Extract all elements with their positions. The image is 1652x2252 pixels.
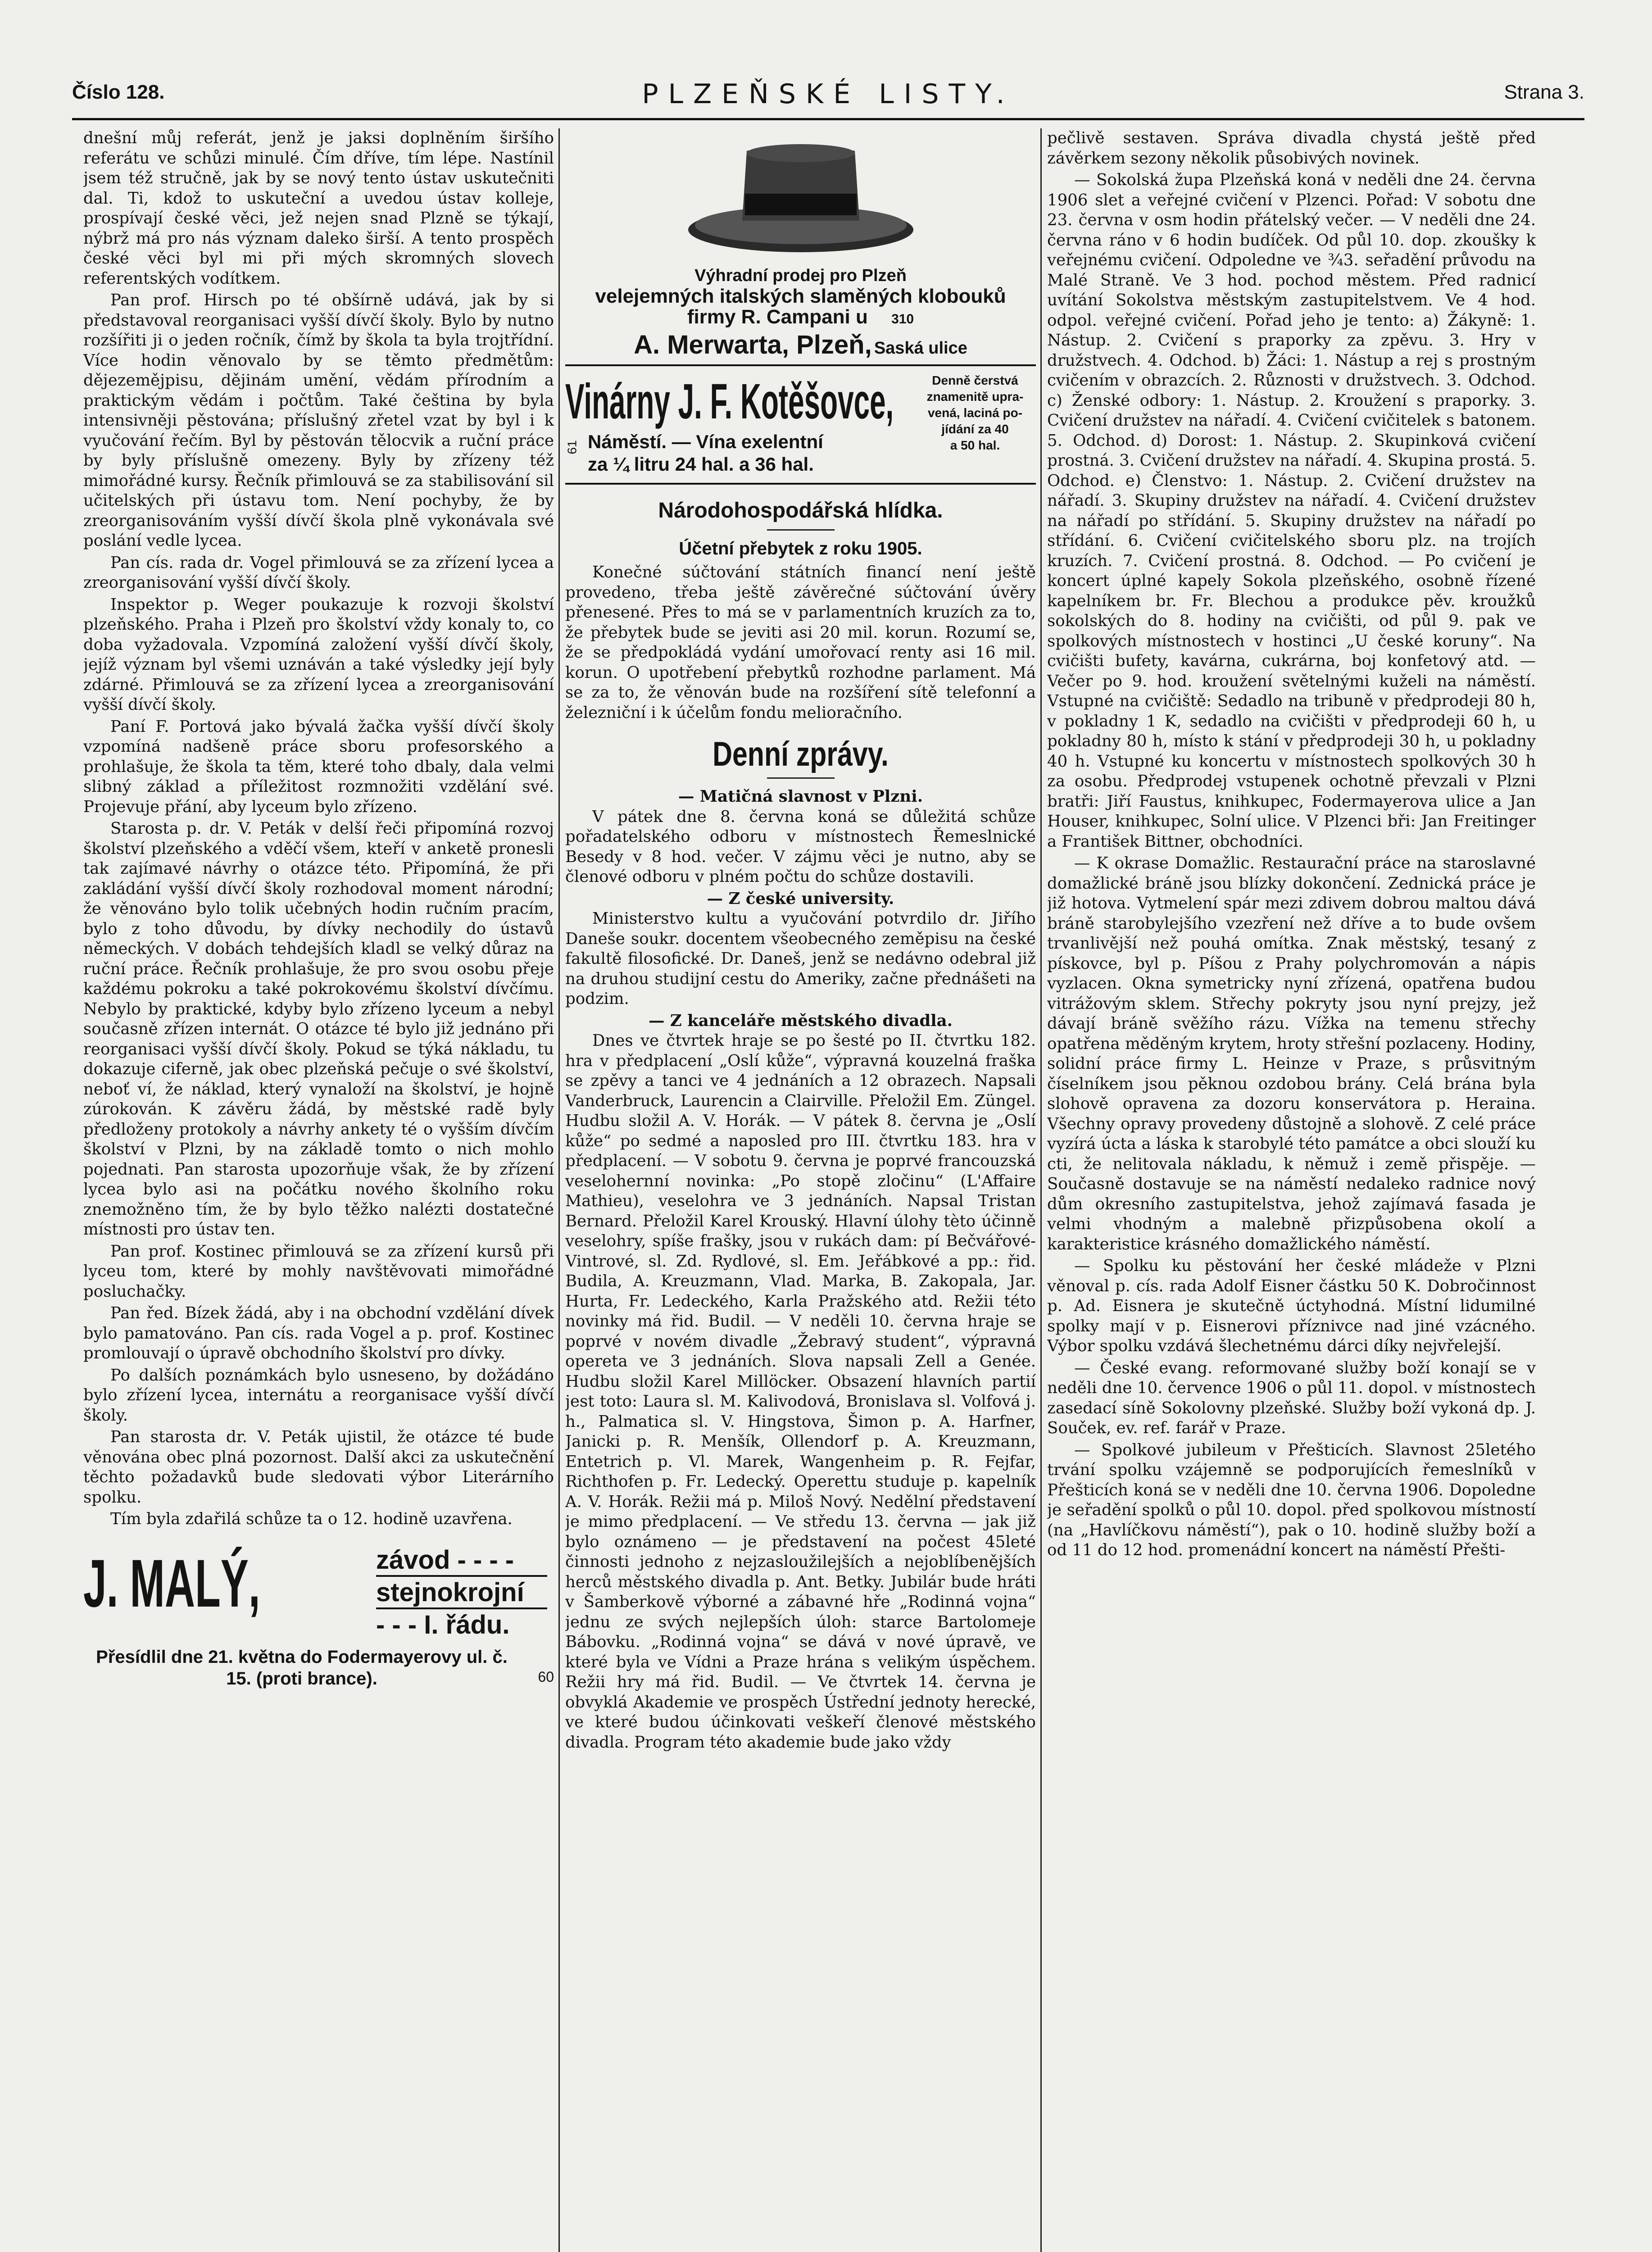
maly-line3: - - - I. řádu.	[376, 1610, 510, 1639]
maly-line1: závod - - - -	[376, 1545, 547, 1577]
advert-wine	[565, 372, 1036, 485]
header-rule	[72, 118, 1584, 120]
wine-right-line: jídání za 40	[941, 422, 1009, 436]
article-paragraph: pečlivě sestaven. Správa divadla chystá ještě před závěrkem sezony několik působivých novinek.	[1047, 129, 1536, 168]
maly-footer: Přesídlil dne 21. května do Fodermayerovy ul. č. 15. (proti brance).	[96, 1647, 508, 1689]
article-paragraph: V pátek dne 8. června koná se důležitá schůze pořadatelského odboru v místnostech Řemeslnické Besedy v 8 hod. večer. V zájmu věci je nutno, aby se členové odboru v plném počtu do schůze dostavili.	[565, 807, 1036, 886]
article-paragraph: Pan starosta dr. V. Peták ujistil, že otázce té bude věnována obec plná pozornost. Další akci za uskutečnění těchto požadavků bude sledovati výbor Literárního spolku.	[83, 1428, 554, 1507]
wine-right-line: znamenitě upra-	[926, 390, 1024, 404]
article-headline: — Z české university.	[707, 889, 894, 908]
page-number: Strana 3.	[1504, 81, 1584, 103]
straw-hat-icon	[679, 128, 922, 263]
hat-ad-merchant	[565, 330, 1036, 360]
section-rule	[767, 777, 835, 779]
hat-ad-number: 310	[891, 312, 914, 327]
page-header	[72, 78, 1584, 122]
section-title-daily-news: Denní zprávy.	[713, 735, 889, 773]
article-paragraph: — K okrase Domažlic. Restaurační práce na staroslavné domažlické bráně jsou blízky dokončení. Zednická práce je již hotova. Vytmelení spár mezi zdivem dobrou maltou dává bráně starobylejšího vzezření než dříve a to bude ovšem trvanlivější než pouhá omítka. Znak městský, tesaný z pískovce, byl p. Píšou z Prahy polychromován a nápis vyzlacen. Okna symetricky nyní zřízená, opatřena budou vitrážovým sklem. Střechy pokryty jsou nyní prejzy, jež dávají bráně svěžího rázu. Vížka na temenu střechy opatřena měděným krytem, hroty střešní pozlaceny. Hodiny, solidní práce firmy L. Heinze v Praze, s průsvitným číselníkem jsou pěknou ozdobou brány. Celá brána byla slohově opravena za dozoru konservátora p. Heraina. Všechny opravy provedeny důstojně a slohově. Z celé práce vyzírá úcta a láska k starobylé této památce a obci slouží ku cti, že nelitovala nákladu, k němuž i země přispěje. — Současně dostavuje se na náměstí nedaleko radnice nový dům okresního zastupitelstva, jehož zajímavá fasada je velmi vhodným a malebně přizpůsobena okolí a karakteristice krásného domažlického náměstí.	[1047, 854, 1536, 1253]
hat-ad-line2: velejemných italských slaměných klobouků	[595, 285, 1006, 307]
article-headline: — Matičná slavnost v Plzni.	[678, 787, 923, 806]
advert-hats	[565, 128, 1036, 366]
section-title-economics: Národohospodářská hlídka.	[658, 499, 943, 522]
article-headline: Účetní přebytek z roku 1905.	[679, 539, 922, 558]
article-paragraph: dnešní můj referát, jenž je jaksi doplněním širšího referátu ve schůzi minulé. Čím dříve, tím lépe. Nastínil jsem též stručně, jak by se nový tento ústav uskutečniti dal. Ti, kdož to uskuteční a uvedou ústav kolleje, prospívají české věci, jež nejen snad Plzně se týkají, nýbrž má pro nás význam daleko širší. A tento prospěch české věci byl mi při mých skromných slovech referentských vodítkem.	[83, 129, 554, 288]
article-paragraph: — České evang. reformované služby boží konají se v neděli dne 10. července 1906 o půl 11. dopol. v místnostech zasedací síně Sokolovny plzeňské. Služby boží vykoná dp. J. Souček, ev. ref. farář v Praze.	[1047, 1358, 1536, 1437]
wine-line2: za ¼ litru 24 hal. a 36 hal.	[588, 454, 814, 475]
wine-right-line: Denně čerstvá	[932, 373, 1018, 387]
article-paragraph: Tím byla zdařilá schůze ta o 12. hodině uzavřena.	[110, 1510, 513, 1528]
wine-right-line: vená, laciná po-	[927, 406, 1023, 420]
article-paragraph: Paní F. Portová jako bývalá žačka vyšší dívčí školy vzpomíná nadšeně práce sboru profesorského a prohlašuje, že škola ta těm, které toho dbaly, dala velmi slibný základ a příležitost rozmnožiti vzdělání své. Projevuje přání, aby lyceum bylo zřízeno.	[83, 717, 554, 816]
hat-ad-line1: Výhradní prodej pro Plzeň	[694, 266, 907, 285]
hat-ad-merchant-street: Saská ulice	[874, 339, 967, 358]
maly-brand: J. MALÝ,	[83, 1545, 260, 1621]
section-rule	[767, 529, 835, 531]
wine-brand: Vinárny J. F. Kotěšovce,	[565, 374, 894, 429]
article-paragraph: Pan řed. Bízek žádá, aby i na obchodní vzdělání dívek bylo pamatováno. Pan cís. rada Vogel a p. prof. Kostinec promlouvají o úpravě obchodního školství pro dívky.	[83, 1304, 554, 1362]
article-paragraph: Dnes ve čtvrtek hraje se po šesté po II. čtvrtku 182. hra v předplacení „Oslí kůže“, výpravná kouzelná fraška se zpěvy a tanci ve 4 jednáních a 12 obrazech. Napsali Vanderbruck, Laurencin a Clairville. Přeložil Em. Züngel. Hudbu složil A. V. Horák. — V pátek 8. června je „Oslí kůže“ po sedmé a naposled pro III. čtvrtku 183. hra v předplacení. — V sobotu 9. června je poprvé francouzská veselohernní novinka: „Po stopě zločinu“ (L'Affaire Mathieu), veselohra ve 3 jednáních. Napsal Tristan Bernard. Přeložil Karel Krouský. Hlavní úlohy tèto účinně veselohry, spíše frašky, jsou v rukách dam: pí Bečvářové-Vintrové, sl. Zd. Rydlové, sl. Em. Jeřábkové a pp.: řid. Budila, A. Kreuzmann, Vlad. Marka, B. Zakopala, Jar. Hurta, Fr. Ledeckého, Karla Pražského atd. Režii této novinky má řid. Budil. — V neděli 10. června hraje se poprvé v novém divadle „Žebravý student“, výpravná opereta ve 3 jednáních. Slova napsali Zell a Genée. Hudbu složil Karel Millöcker. Obsazení hlavních partií jest toto: Laura sl. M. Kalivodová, Bronislava sl. Volfová j. h., Palmatica sl. V. Hingstova, Šimon p. A. Harfner, Janicki p. R. Menšík, Ollendorf p. A. Kreuzmann, Entetrich p. Vl. Marek, Wangenheim p. R. Fejfar, Richthofen p. Fr. Ledecký. Operettu studuje p. kapelník A. V. Horák. Režii má p. Miloš Nový. Nedělní představení je mimo předplacení. — Ve středu 13. června — jak již bylo oznámeno — je představení na počest 45leté činnosti jednoho z nejzasloužilejších a nejoblíbenějších herců městského divadla p. Ant. Betky. Jubilár bude hráti v Šamberkově výborné a zábavné hře „Rodinná vojna“ jednu ze svých nejlepších úloh: starce Bartolomeje Bábovku. „Rodinná vojna“ se dává v nové úpravě, ve které byla ve Vídni a Praze hrána s velikým úspěchem. Režii hry má řid. Budil. — Ve čtvrtek 14. června je obvyklá Akademie ve prospěch Ústřední jednoty herecké, ve které budou účinkovati veškeří členové městského divadla. Program této akademie bude jako vždy	[565, 1031, 1036, 1752]
column-1	[83, 128, 554, 2252]
newspaper-title: PLZEŇSKÉ LISTY.	[642, 78, 1015, 110]
column-divider	[1040, 128, 1042, 2252]
article-paragraph: — Sokolská župa Plzeňská koná v neděli dne 24. června 1906 slet a veřejné cvičení v Plzenci. Pořad: V sobotu dne 23. června v osm hodin přátelský večer. — V neděli dne 24. června ráno v 6 hodin budíček. Od půl 10. dop. zkoušky k veřejnému cvičení. Odpoledne ve ¾3. seřadění průvodu na Malé Straně. Ve 3 hod. pochod městem. Před radnicí uvítání Sokolstva městským zastupitelstvem. Ve 4 hod. odpol. veřejné cvičení. Pořad jeho je tento: a) Žákyně: 1. Nástup. 2. Cvičení s praporky za zpěvu. 3. Hry v družstvech. 4. Odchod. b) Žáci: 1. Nástup a rej s prostným cvičením v obrazcích. 2. Různosti v družstvech. 3. Odchod. c) Ženské odbory: 1. Nástup. 2. Kroužení s praporky. 3. Cvičení družstev na nářadí. 4. Cvičení cvičitelek s batonem. 5. Odchod. d) Dorost: 1. Nástup. 2. Skupinková cvičení prostná. 3. Cvičení družstev na nářadí. 4. Skupina prostá. 5. Odchod. e) Členstvo: 1. Nástup. 2. Cvičení družstev na nářadí. 3. Skupiny družstev na nářadí. 4. Cvičení družstev na nářadí po střídání. 5. Skupiny družstev na nářadí po střídání. 6. Cvičení cvičitelského sboru plz. na trojích kruzích. 7. Cvičení prostná. 8. Odchod. — Po cvičení je koncert úplné kapely Sokola plzeňského, osobně řízené kapelníkem br. Fr. Blechou a produkce pěv. kroužků sokolských do 8. hodiny na cvičišti, od půl 9. pak ve spolkových místnostech v hostinci „U české koruny“. Na cvičišti bufety, kavárna, cukrárna, boj konfetový atd. — Večer po 9. hod. kroužení světelnými kuželi na náměstí. Vstupné na cvičiště: Sedadlo na tribuně v předprodeji 80 h, v pokladny 1 K, sedadlo na cvičišti v předprodeji 60 h, u pokladny 80 h, místo k stání v předprodeji 30 h, u pokladny 40 h. Vstupné ku koncertu v místnostech spolkových 30 h za osobu. Předprodej vstupenek ochotně převzali v Plzni bratři: Jiří Faustus, knihkupec, Fodermayerova ulice a Jan Houser, knihkupec, Solní ulice. V Plzenci bři: Jan Freitinger a František Bittner, obchodníci.	[1047, 171, 1536, 851]
column-3	[1047, 128, 1536, 2252]
article-paragraph: Pan prof. Kostinec přimlouvá se za zřízení kursů při lyceu tom, které by mohly navštěvovati mimořádné posluchačky.	[83, 1242, 554, 1301]
wine-right-line: a 50 hal.	[950, 438, 1000, 452]
issue-number: Číslo 128.	[72, 81, 165, 103]
article-paragraph: Inspektor p. Weger poukazuje k rozvoji školství plzeňského. Praha i Plzeň pro školství vždy konaly to, co doba vyžadovala. Vzpomíná založení vyšší dívčí školy, jejíž význam byl všemi uznáván a také výsledky její byly zdárné. Přimlouvá se za zřízení lycea a zreorganisování vyšší dívčí školy.	[83, 595, 554, 714]
maly-line2: stejnokrojní	[376, 1577, 547, 1609]
article-paragraph: Starosta p. dr. V. Peták v delší řeči připomíná rozvoj školství plzeňského a vděčí všem, kteří v anketě pronesli tak zajímavé návrhy o otázce této. Připomíná, že při zakládání vyšší dívčí školy rozhodoval moment národní; že věnováno bylo tolik učebných hodin ručním pracím, bylo z toho důvodu, by dívky nechodily do ústavů německých. V dobách tehdejších kladl se velký důraz na ruční práce. Řečník prohlašuje, že pro svou osobu přeje každému pokroku a také pokrokovému školství dívčímu. Nebylo by praktické, kdyby bylo zřízeno lyceum a nebyl současně zřízen internát. O otázce té bylo již jednáno při reorganisaci vyšší dívčí školy. Pokud se týká nákladu, tu dokazuje ciferně, jak obec plzeňská pečuje o své školství, neboť ví, že náklad, který vynaloží na školství, je hojně zúrokován. K závěru žádá, by městské radě byly předloženy protokoly a návrhy ankety té o vyšším dívčím školství v Plzni, by na základě tomto o nich mohlo pojednati. Pan starosta upozorňuje však, že by zřízení lycea bylo asi na počátku nového školního roku znemožněno tím, že by bylo těžko nalézti dostatečné místnosti pro ústav ten.	[83, 819, 554, 1239]
article-paragraph: Ministerstvo kultu a vyučování potvrdilo dr. Jiřího Daneše soukr. docentem všeobecného zeměpisu na české fakultě filosofické. Dr. Daneš, jenž se nedávno odebral již na druhou studijní cestu do Ameriky, začne přednášeti na podzim.	[565, 909, 1036, 1008]
article-paragraph: Konečné súčtování státních financí není ještě provedeno, třeba ještě závěrečné súčtování úvěry přenesené. Přes to má se v parlamentních kruzích za to, že přebytek bude se jeviti asi 20 mil. korun. Rozumí se, že se předpokládá vydání umořovací renty asi 16 mil. korun. O upotřebení přebytků rozhodne parlament. Má se za to, že věnován bude na rozšíření sítě telefonní a železniční i k účelům fondu melioračního.	[565, 563, 1036, 722]
article-paragraph: Po dalších poznámkách bylo usneseno, by dožádáno bylo zřízení lycea, internátu a reorganisace vyšší dívčí školy.	[83, 1366, 554, 1425]
wine-right-text	[914, 372, 1036, 454]
article-paragraph: — Spolkové jubileum v Přešticích. Slavnost 25letého trvání spolku vzájemně se podporujících řemeslníků v Přešticích koná se v neděli dne 10. června 1906. Dopoledne je seřadění spolků o půl 10. dopol. před spolkovou místností (na „Havlíčkovu náměstí“), pak o 10. hodině služby boží a od 11 do 12 hod. promenádní koncert na náměstí Přešti-	[1047, 1440, 1536, 1559]
article-headline: — Z kanceláře městského divadla.	[648, 1011, 953, 1030]
hat-ad-firm: firmy R. Campani u	[687, 306, 868, 328]
article-paragraph: Pan cís. rada dr. Vogel přimlouvá se za zřízení lycea a zreorganisování vyšší dívčí školy.	[83, 553, 554, 592]
maly-advert-number: 60	[538, 1668, 554, 1685]
hat-ad-line3	[565, 307, 1036, 330]
article-paragraph: — Spolku ku pěstování her české mládeže v Plzni věnoval p. cís. rada Adolf Eisner částku 50 K. Dobročinnost p. Ad. Eisnera je skutečně úctyhodná. Místní lidumilné spolky mají v p. Eisnerovi příznivce nad jiné vzácného. Výbor spolku vzdává šlechetnému dárci díky nejvřelejší.	[1047, 1257, 1536, 1355]
column-divider	[558, 128, 560, 2252]
article-paragraph: Pan prof. Hirsch po té obšírně udává, jak by si představoval reorganisaci vyšší dívčí školy. Bylo by nutno rozšířiti ji o jeden ročník, čímž by škola ta byla trojtřídní. Více hodin věnovalo by se těmto předmětům: dějezemějpisu, dějinám umění, vědám přírodním a praktickým vědám i počtům. Také čeština by byla intensivněji pěstována; příslušný zřetel vzat by byl i k vyučování řečím. Byl by pěstován tělocvik a ruční práce by byly příslušně omezeny. Byly by zřízeny též mimořádné kursy. Řečník přimlouvá se za stabilisování sil učitelských při ústavu tom. Není pochyby, že by zreorganisováním vyšší dívčí škola plně vykonávala své poslání vedle lycea.	[83, 291, 554, 550]
column-2	[565, 128, 1036, 2252]
advert-maly	[83, 1545, 554, 1694]
wine-line1: Náměstí. — Vína exelentní	[588, 431, 823, 452]
hat-ad-merchant-name: A. Merwarta, Plzeň,	[634, 330, 872, 359]
wine-advert-number: 61	[565, 440, 579, 454]
